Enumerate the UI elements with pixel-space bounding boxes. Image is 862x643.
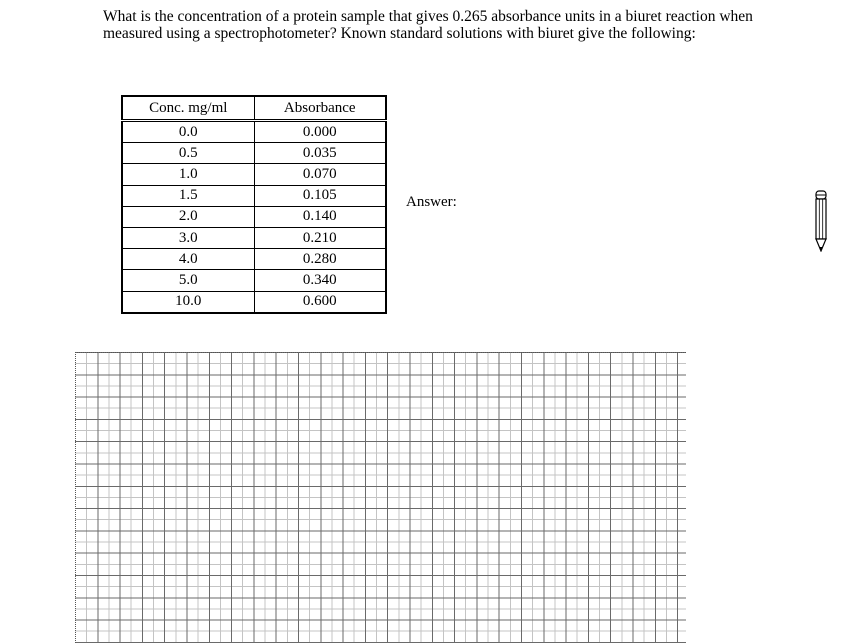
header-absorbance: Absorbance <box>254 96 386 121</box>
table-row <box>122 249 386 270</box>
cell-absorbance: 0.340 <box>254 270 386 291</box>
cell-concentration: 10.0 <box>122 291 254 313</box>
header-concentration: Conc. mg/ml <box>122 96 254 121</box>
cell-concentration: 0.0 <box>122 121 254 143</box>
table-header-row <box>122 96 386 121</box>
cell-absorbance: 0.070 <box>254 164 386 185</box>
table-row <box>122 185 386 206</box>
cell-absorbance: 0.210 <box>254 227 386 248</box>
graph-paper-grid <box>75 352 686 643</box>
cell-absorbance: 0.140 <box>254 206 386 227</box>
cell-absorbance: 0.600 <box>254 291 386 313</box>
cell-absorbance: 0.035 <box>254 143 386 164</box>
answer-label: Answer: <box>406 194 457 210</box>
cell-concentration: 4.0 <box>122 249 254 270</box>
table-row <box>122 164 386 185</box>
cell-absorbance: 0.280 <box>254 249 386 270</box>
standards-table <box>121 95 387 314</box>
table-row <box>122 227 386 248</box>
cell-absorbance: 0.105 <box>254 185 386 206</box>
table-row <box>122 143 386 164</box>
table-row <box>122 206 386 227</box>
cell-concentration: 0.5 <box>122 143 254 164</box>
question-text: What is the concentration of a protein sample that gives 0.265 absorbance units in a biuret reaction when measured using a spectrophotometer? Known standard solutions with biuret give the following: <box>103 8 753 42</box>
cell-concentration: 5.0 <box>122 270 254 291</box>
cell-concentration: 3.0 <box>122 227 254 248</box>
cell-concentration: 2.0 <box>122 206 254 227</box>
table-row <box>122 121 386 143</box>
table-row <box>122 270 386 291</box>
pencil-icon[interactable] <box>815 190 827 252</box>
cell-concentration: 1.5 <box>122 185 254 206</box>
table-row <box>122 291 386 313</box>
cell-concentration: 1.0 <box>122 164 254 185</box>
cell-absorbance: 0.000 <box>254 121 386 143</box>
